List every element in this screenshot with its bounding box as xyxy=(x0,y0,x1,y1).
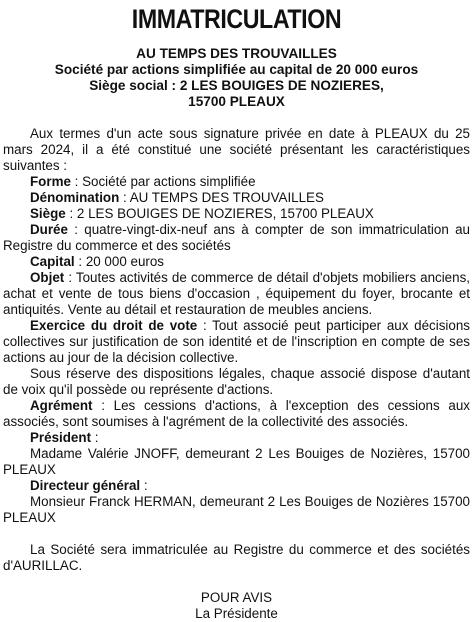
signatory-title: La Présidente xyxy=(195,606,278,621)
dg-colon: : xyxy=(140,478,148,493)
company-form-capital: Société par actions simplifiée au capital de 20 000 euros xyxy=(54,62,419,77)
forme-label: Forme xyxy=(30,174,71,189)
field-agrement xyxy=(3,398,470,430)
company-seat: Siège social : 2 LES BOUIGES DE NOZIERES, xyxy=(89,78,384,93)
duree-label: Durée xyxy=(30,222,68,237)
vote-label: Exercice du droit de vote xyxy=(30,318,198,333)
denomination-value: : AU TEMPS DES TROUVAILLES xyxy=(119,190,324,205)
siege-value: : 2 LES BOUIGES DE NOZIERES, 15700 PLEAUX xyxy=(65,206,374,221)
dg-label: Directeur général xyxy=(30,478,141,493)
closing-paragraph: La Société sera immatriculée au Registre du commerce et des sociétés d'AURILLAC. xyxy=(3,542,470,573)
field-forme xyxy=(3,174,470,190)
pour-avis: POUR AVIS xyxy=(200,590,273,605)
company-postcode: 15700 PLEAUX xyxy=(188,94,285,109)
dg-value: Monsieur Franck HERMAN, demeurant 2 Les Bouiges de Nozières 15700 PLEAUX xyxy=(3,494,470,525)
objet-label: Objet xyxy=(30,270,65,285)
field-capital xyxy=(3,254,470,270)
spacer xyxy=(3,526,470,542)
field-objet xyxy=(3,270,470,318)
president-value: Madame Valérie JNOFF, demeurant 2 Les Bouiges de Nozières, 15700 PLEAUX xyxy=(3,446,470,477)
capital-label: Capital xyxy=(30,254,75,269)
company-name: AU TEMPS DES TROUVAILLES xyxy=(136,46,337,61)
duree-value: : quatre-vingt-dix-neuf ans à compter de son immatriculation au Registre du commerce et des sociétés xyxy=(3,222,470,253)
notice-body xyxy=(3,126,470,574)
president-label: Président xyxy=(30,430,92,445)
denomination-label: Dénomination xyxy=(30,190,120,205)
field-siege xyxy=(3,206,470,222)
forme-value: : Société par actions simplifiée xyxy=(70,174,256,189)
company-header xyxy=(3,46,470,110)
field-droit-de-vote xyxy=(3,318,470,366)
reserve-paragraph: Sous réserve des dispositions légales, chaque associé dispose d'autant de voix qu'il possède ou représente d'actions. xyxy=(3,366,470,397)
signature-block xyxy=(3,590,470,622)
field-directeur-general xyxy=(3,478,470,494)
notice-title: IMMATRICULATION xyxy=(131,4,342,34)
legal-notice xyxy=(0,4,473,621)
agrement-value: : Les cessions d'actions, à l'exception des cessions aux associés, sont soumises à l'agrément de la collectivité des associés. xyxy=(3,398,470,429)
objet-value: : Toutes activités de commerce de détail d'objets mobiliers anciens, achat et vente de tous biens d'occasion , équipement du foyer, brocante et antiquités. Vente au détail et restauration de meubles anciens. xyxy=(3,270,470,317)
capital-value: : 20 000 euros xyxy=(74,254,164,269)
field-duree xyxy=(3,222,470,254)
field-denomination xyxy=(3,190,470,206)
vote-value: : Tout associé peut participer aux décisions collectives sur justification de son identité et de l'inscription en compte de ses actions au jour de la décision collective. xyxy=(3,318,470,365)
president-colon: : xyxy=(91,430,99,445)
intro-paragraph: Aux termes d'un acte sous signature privée en date à PLEAUX du 25 mars 2024, il a été constitué une société présentant les caractéristiques suivantes : xyxy=(3,126,470,173)
field-president xyxy=(3,430,470,446)
siege-label: Siège xyxy=(30,206,66,221)
agrement-label: Agrément xyxy=(30,398,93,413)
